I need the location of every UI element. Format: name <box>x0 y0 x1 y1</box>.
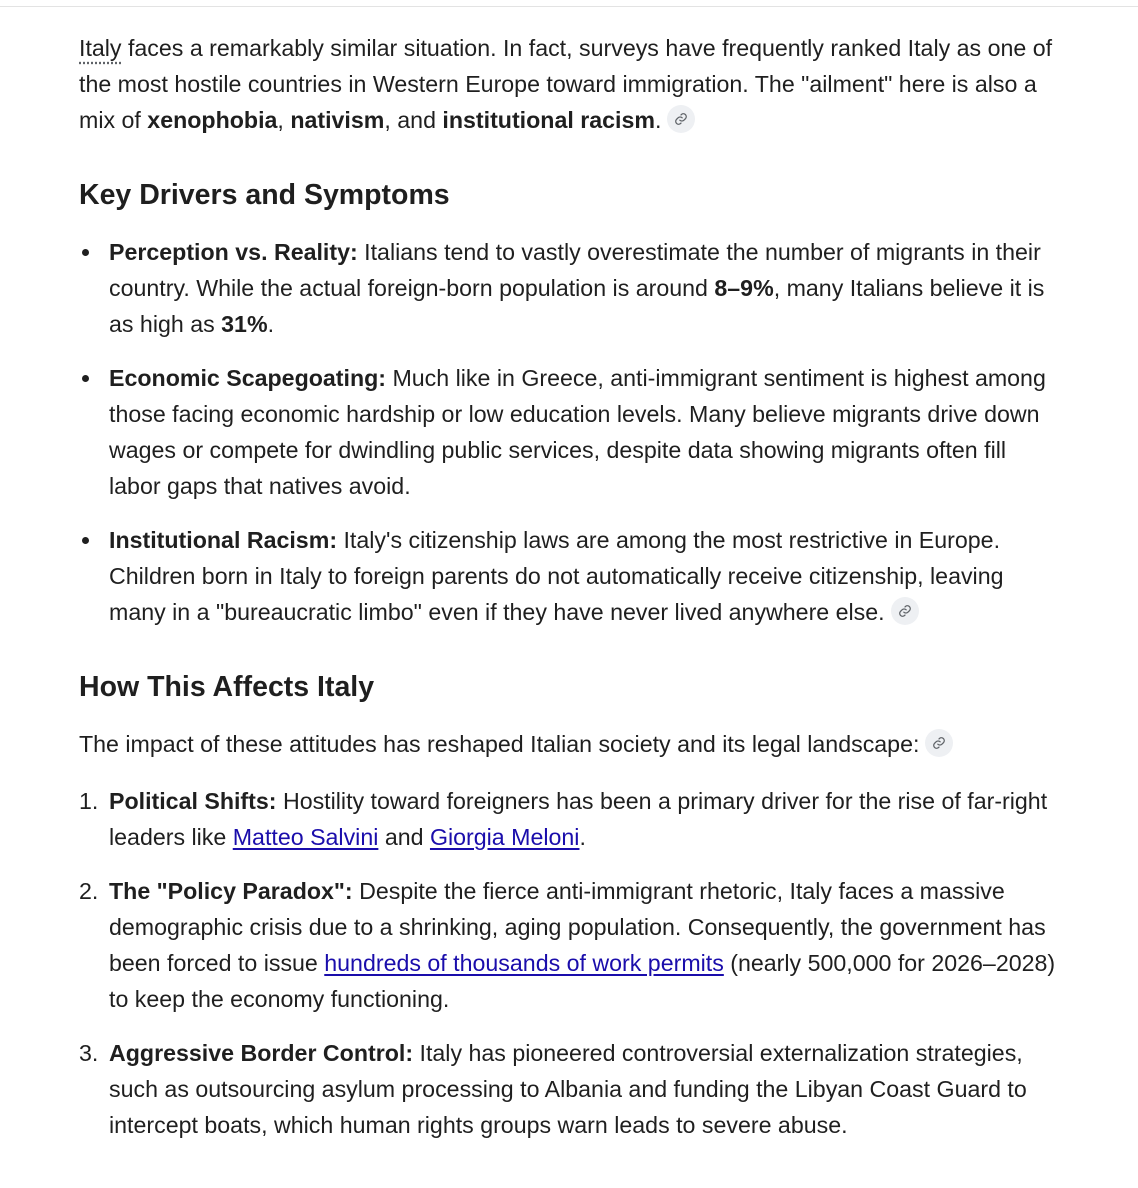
term-institutional-racism: institutional racism <box>442 107 655 133</box>
link-icon <box>932 736 946 750</box>
source-link-button[interactable] <box>891 597 919 625</box>
link-icon <box>674 112 688 126</box>
item-label: The "Policy Paradox": <box>109 878 353 904</box>
source-link-button[interactable] <box>925 729 953 757</box>
link-icon <box>898 604 912 618</box>
section-intro: The impact of these attitudes has reshaped Italian society and its legal landscape: <box>79 726 1064 762</box>
heading-how-affects: How This Affects Italy <box>79 671 375 703</box>
source-link-button[interactable] <box>667 105 695 133</box>
heading-key-drivers: Key Drivers and Symptoms <box>79 179 450 211</box>
list-item: Institutional Racism: Italy's citizenship laws are among the most restrictive in Europe. Children born in Italy to foreign parents do not automatically receive citizenship, leaving many in a "bureaucratic limbo" even if they have never lived anywhere else. <box>79 522 1064 630</box>
effects-list <box>79 783 1064 1143</box>
term-nativism: nativism <box>290 107 385 133</box>
link-matteo-salvini[interactable]: Matteo Salvini <box>232 824 379 850</box>
list-item: 1. Political Shifts: Hostility toward foreigners has been a primary driver for the rise of far-right leaders like Matteo Salvini and Giorgia Meloni. <box>79 783 1064 855</box>
intro-paragraph: Italy faces a remarkably similar situation. In fact, surveys have frequently ranked Italy as one of the most hostile countries in Western Europe toward immigration. The "ailment" here is also a mix of xenophobia, nativism, and institutional racism. <box>79 35 1053 133</box>
bullet-label: Institutional Racism: <box>109 527 338 553</box>
item-label: Political Shifts: <box>109 788 277 814</box>
list-number: 2. <box>79 878 99 904</box>
list-item: 2. The "Policy Paradox": Despite the fierce anti-immigrant rhetoric, Italy faces a massive demographic crisis due to a shrinking, aging population. Consequently, the government has been forced to issue hundreds of thousands of work permits (nearly 500,000 for 2026–2028) to keep the economy functioning. <box>79 873 1064 1017</box>
list-item: 3. Aggressive Border Control: Italy has pioneered controversial externalization strategies, such as outsourcing asylum processing to Albania and funding the Libyan Coast Guard to intercept boats, which human rights groups warn leads to severe abuse. <box>79 1035 1064 1143</box>
drivers-list <box>79 234 1064 630</box>
item-label: Aggressive Border Control: <box>109 1040 414 1066</box>
list-number: 3. <box>79 1040 99 1066</box>
top-divider <box>0 6 1138 7</box>
link-giorgia-meloni[interactable]: Giorgia Meloni <box>429 824 580 850</box>
term-xenophobia: xenophobia <box>147 107 278 133</box>
response-content <box>79 30 1064 1161</box>
list-item: Economic Scapegoating: Much like in Greece, anti-immigrant sentiment is highest among those facing economic hardship or low education levels. Many believe migrants drive down wages or compete for dwindling public services, despite data showing migrants often fill labor gaps that natives avoid. <box>79 360 1064 504</box>
italy-term[interactable]: Italy <box>79 35 122 61</box>
list-item: Perception vs. Reality: Italians tend to vastly overestimate the number of migrants in their country. While the actual foreign-born population is around 8–9%, many Italians believe it is as high as 31%. <box>79 234 1064 342</box>
list-number: 1. <box>79 788 99 814</box>
bullet-label: Perception vs. Reality: <box>109 239 358 265</box>
bullet-label: Economic Scapegoating: <box>109 365 387 391</box>
link-work-permits[interactable]: hundreds of thousands of work permits <box>324 950 724 976</box>
